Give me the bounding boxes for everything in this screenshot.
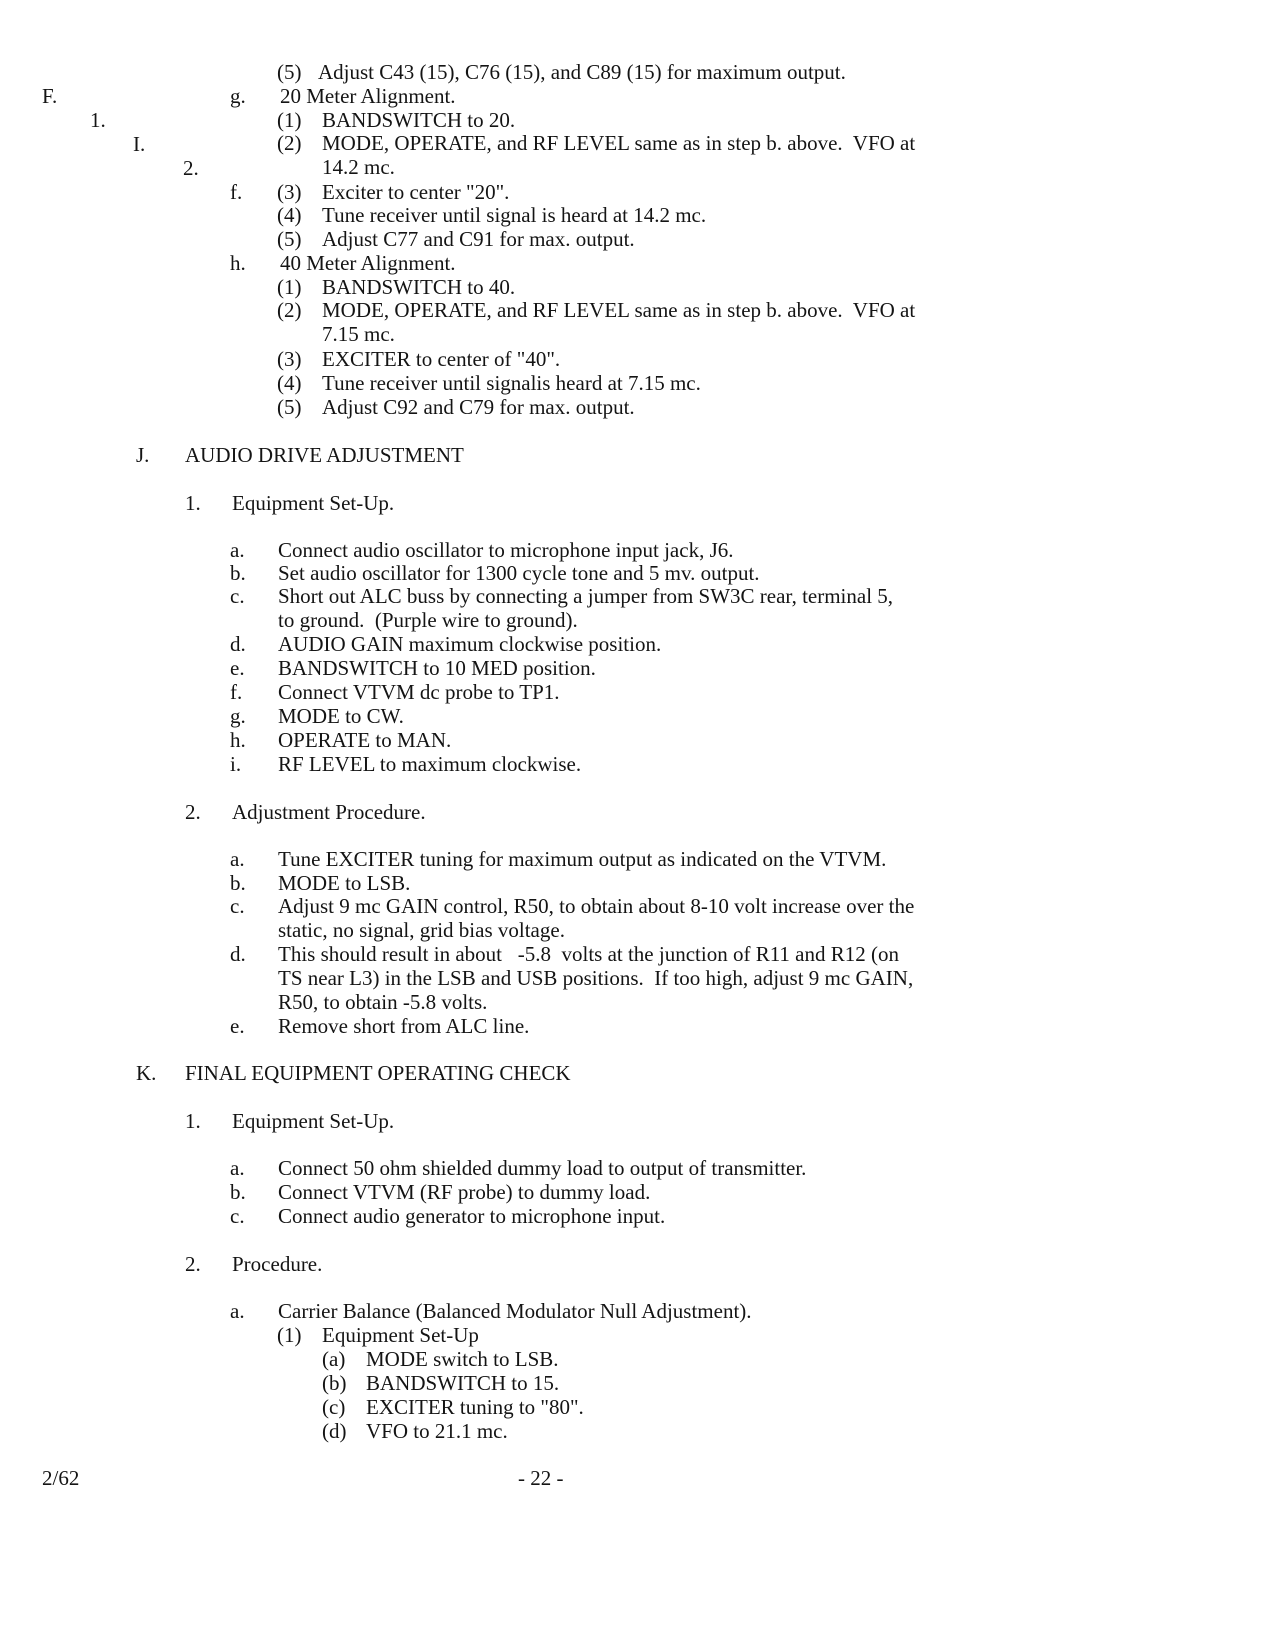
item-text: EXCITER tuning to "80". — [366, 1395, 584, 1419]
list-item — [230, 1299, 245, 1323]
item-label: b. — [230, 561, 246, 585]
list-item-text — [322, 131, 915, 155]
item-text: Tune EXCITER tuning for maximum output as indicated on the VTVM. — [278, 847, 887, 871]
item-text: MODE, OPERATE, and RF LEVEL same as in step b. above. VFO at — [322, 298, 916, 322]
item-label: c. — [230, 894, 245, 918]
item-text: Adjust C77 and C91 for max. output. — [322, 227, 635, 251]
item-label: 1. — [185, 491, 201, 515]
section-reference — [0, 60, 260, 204]
item-text: Tune receiver until signalis heard at 7.15 mc. — [322, 371, 701, 395]
list-item — [277, 60, 302, 84]
item-text: Tune receiver until signal is heard at 14.2 mc. — [322, 203, 707, 227]
item-label: (3) — [277, 180, 302, 204]
item-text: 20 Meter Alignment. — [280, 84, 456, 108]
item-text: static, no signal, grid bias voltage. — [278, 918, 565, 942]
list-item-continuation — [322, 322, 395, 346]
item-label: (d) — [322, 1419, 347, 1443]
item-text: OPERATE to MAN. — [278, 728, 452, 752]
item-label: (3) — [277, 347, 302, 371]
list-item — [322, 1395, 345, 1419]
item-text: Equipment Set-Up. — [232, 491, 395, 515]
list-item — [230, 728, 246, 752]
list-item — [322, 1419, 347, 1443]
list-item-text — [278, 561, 760, 585]
item-text: BANDSWITCH to 40. — [322, 275, 516, 299]
list-item — [185, 800, 201, 824]
item-label: e. — [230, 1014, 245, 1038]
list-item — [230, 680, 242, 704]
item-text: EXCITER to center of "40". — [322, 347, 561, 371]
item-text: Equipment Set-Up — [322, 1323, 479, 1347]
list-item — [277, 227, 302, 251]
list-item — [230, 871, 246, 895]
item-label: d. — [230, 942, 246, 966]
list-item-text — [278, 704, 404, 728]
section-letter — [136, 1061, 156, 1085]
section-ref-step: 2. — [183, 156, 199, 180]
list-item-text — [278, 847, 886, 871]
item-label: g. — [230, 84, 246, 108]
list-item-text — [278, 1299, 752, 1323]
item-label: (a) — [322, 1347, 346, 1371]
list-item-text — [278, 1180, 650, 1204]
list-item — [230, 251, 246, 275]
item-text: 40 Meter Alignment. — [280, 251, 456, 275]
item-text: MODE to CW. — [278, 704, 404, 728]
list-item — [277, 275, 302, 299]
item-label: (4) — [277, 203, 302, 227]
item-text: VFO to 21.1 mc. — [366, 1419, 508, 1443]
item-text: Connect audio generator to microphone input. — [278, 1204, 666, 1228]
item-text: to ground. (Purple wire to ground). — [278, 608, 578, 632]
item-label: 2. — [185, 800, 201, 824]
item-text: RF LEVEL to maximum clockwise. — [278, 752, 582, 776]
item-label: 2. — [185, 1252, 201, 1276]
list-item-text — [322, 203, 706, 227]
item-label: (4) — [277, 371, 302, 395]
list-item — [230, 584, 245, 608]
item-text: 14.2 mc. — [322, 155, 395, 179]
list-item — [230, 704, 246, 728]
list-item-continuation — [278, 966, 913, 990]
list-item-text — [278, 538, 734, 562]
item-label: (5) — [277, 227, 302, 251]
item-label: (1) — [277, 275, 302, 299]
list-item-text — [322, 347, 560, 371]
item-text: This should result in about -5.8 volts at the junction of R11 and R12 (on — [278, 942, 899, 966]
item-text: 7.15 mc. — [322, 322, 395, 346]
item-text: Connect 50 ohm shielded dummy load to output of transmitter. — [278, 1156, 807, 1180]
list-item-text — [322, 1323, 479, 1347]
item-text: BANDSWITCH to 15. — [366, 1371, 560, 1395]
list-item-text — [278, 680, 560, 704]
list-item — [230, 942, 246, 966]
item-text: BANDSWITCH to 10 MED position. — [278, 656, 596, 680]
item-text: Carrier Balance (Balanced Modulator Null Adjustment). — [278, 1299, 752, 1323]
item-label: a. — [230, 1299, 245, 1323]
item-label: J. — [136, 443, 150, 467]
item-text: Short out ALC buss by connecting a jumper from SW3C rear, terminal 5, — [278, 584, 894, 608]
list-item-text — [318, 60, 846, 84]
list-item-text — [322, 180, 509, 204]
list-item-text — [278, 728, 451, 752]
list-item — [322, 1347, 345, 1371]
item-label: d. — [230, 632, 246, 656]
item-text: Adjust C43 (15), C76 (15), and C89 (15) for maximum output. — [318, 60, 846, 84]
list-item-text — [322, 395, 635, 419]
item-text: MODE to LSB. — [278, 871, 411, 895]
list-item — [230, 894, 245, 918]
item-label: (b) — [322, 1371, 347, 1395]
list-item-text — [278, 942, 899, 966]
item-label: (c) — [322, 1395, 346, 1419]
list-item — [185, 1109, 201, 1133]
subsection-heading — [232, 800, 426, 824]
list-item — [277, 108, 302, 132]
list-item — [230, 538, 245, 562]
list-item — [277, 203, 302, 227]
list-item-text — [278, 752, 581, 776]
list-item — [230, 1180, 246, 1204]
list-item-text — [278, 871, 410, 895]
list-item-text — [278, 632, 661, 656]
item-text: Connect VTVM (RF probe) to dummy load. — [278, 1180, 651, 1204]
subsection-heading — [232, 1252, 322, 1276]
list-item-text — [278, 1156, 806, 1180]
list-item — [322, 1371, 347, 1395]
item-label: a. — [230, 847, 245, 871]
item-text: MODE switch to LSB. — [366, 1347, 559, 1371]
item-label: h. — [230, 728, 246, 752]
section-letter — [136, 443, 149, 467]
list-item-text — [278, 894, 914, 918]
item-text: Remove short from ALC line. — [278, 1014, 530, 1038]
item-label: i. — [230, 752, 242, 776]
list-item — [230, 1204, 245, 1228]
item-label: c. — [230, 584, 245, 608]
item-text: TS near L3) in the LSB and USB positions. If too high, adjust 9 mc GAIN, — [278, 966, 914, 990]
list-item-text — [366, 1395, 584, 1419]
list-item — [277, 131, 302, 155]
item-label: (5) — [277, 395, 302, 419]
item-label: b. — [230, 1180, 246, 1204]
list-item-continuation — [278, 608, 578, 632]
item-text: Set audio oscillator for 1300 cycle tone and 5 mv. output. — [278, 561, 760, 585]
item-text: R50, to obtain -5.8 volts. — [278, 990, 488, 1014]
item-text: Procedure. — [232, 1252, 323, 1276]
list-item — [277, 180, 302, 204]
subsection-heading — [232, 491, 394, 515]
section-heading — [185, 443, 464, 467]
list-item — [185, 491, 201, 515]
footer-date: 2/62 — [42, 1466, 80, 1490]
list-item — [230, 1014, 245, 1038]
section-ref-substep: f. — [230, 180, 243, 204]
section-ref-number: 1. — [90, 108, 106, 132]
item-text: AUDIO GAIN maximum clockwise position. — [278, 632, 662, 656]
item-text: MODE, OPERATE, and RF LEVEL same as in step b. above. VFO at — [322, 131, 916, 155]
item-label: a. — [230, 538, 245, 562]
list-item — [230, 752, 241, 776]
item-label: (2) — [277, 298, 302, 322]
heading-text: FINAL EQUIPMENT OPERATING CHECK — [185, 1061, 571, 1085]
section-ref-subsection: I. — [133, 132, 146, 156]
heading-text: AUDIO DRIVE ADJUSTMENT — [185, 443, 464, 467]
list-item — [185, 1252, 201, 1276]
item-label: (2) — [277, 131, 302, 155]
item-label: (5) — [277, 60, 302, 84]
item-label: g. — [230, 704, 246, 728]
list-item-text — [322, 298, 915, 322]
subsection-heading — [232, 1109, 394, 1133]
list-item — [277, 1323, 302, 1347]
list-item — [277, 371, 302, 395]
item-text: Exciter to center "20". — [322, 180, 510, 204]
item-text: Equipment Set-Up. — [232, 1109, 395, 1133]
list-item-text — [322, 371, 701, 395]
item-text: Adjust 9 mc GAIN control, R50, to obtain about 8-10 volt increase over the — [278, 894, 915, 918]
item-text: Adjust C92 and C79 for max. output. — [322, 395, 635, 419]
item-label: b. — [230, 871, 246, 895]
item-label: f. — [230, 680, 243, 704]
item-text: BANDSWITCH to 20. — [322, 108, 516, 132]
item-label: (1) — [277, 1323, 302, 1347]
list-item — [230, 561, 246, 585]
item-label: (1) — [277, 108, 302, 132]
list-item-text — [278, 1204, 665, 1228]
section-ref-letter: F. — [42, 84, 58, 108]
list-item-continuation — [278, 990, 487, 1014]
subsection-heading — [280, 251, 456, 275]
item-label: e. — [230, 656, 245, 680]
list-item — [277, 395, 302, 419]
list-item-text — [278, 1014, 529, 1038]
item-text: Adjustment Procedure. — [232, 800, 426, 824]
list-item-text — [366, 1371, 559, 1395]
list-item — [230, 847, 245, 871]
list-item-text — [366, 1419, 508, 1443]
list-item-text — [322, 275, 515, 299]
list-item-text — [278, 584, 893, 608]
list-item — [230, 1156, 245, 1180]
item-text: Connect audio oscillator to microphone input jack, J6. — [278, 538, 734, 562]
list-item — [230, 632, 246, 656]
list-item — [277, 298, 302, 322]
list-item — [230, 84, 246, 108]
list-item — [277, 347, 302, 371]
list-item — [230, 656, 245, 680]
item-label: c. — [230, 1204, 245, 1228]
list-item-continuation — [278, 918, 565, 942]
section-heading — [185, 1061, 571, 1085]
list-item-text — [278, 656, 596, 680]
item-label: h. — [230, 251, 246, 275]
list-item-continuation — [322, 155, 395, 179]
list-item-text — [322, 108, 515, 132]
item-label: 1. — [185, 1109, 201, 1133]
list-item-text — [366, 1347, 559, 1371]
subsection-heading — [280, 84, 456, 108]
list-item-text — [322, 227, 635, 251]
page-number: - 22 - — [518, 1466, 564, 1490]
item-label: a. — [230, 1156, 245, 1180]
item-label: K. — [136, 1061, 157, 1085]
item-text: Connect VTVM dc probe to TP1. — [278, 680, 560, 704]
